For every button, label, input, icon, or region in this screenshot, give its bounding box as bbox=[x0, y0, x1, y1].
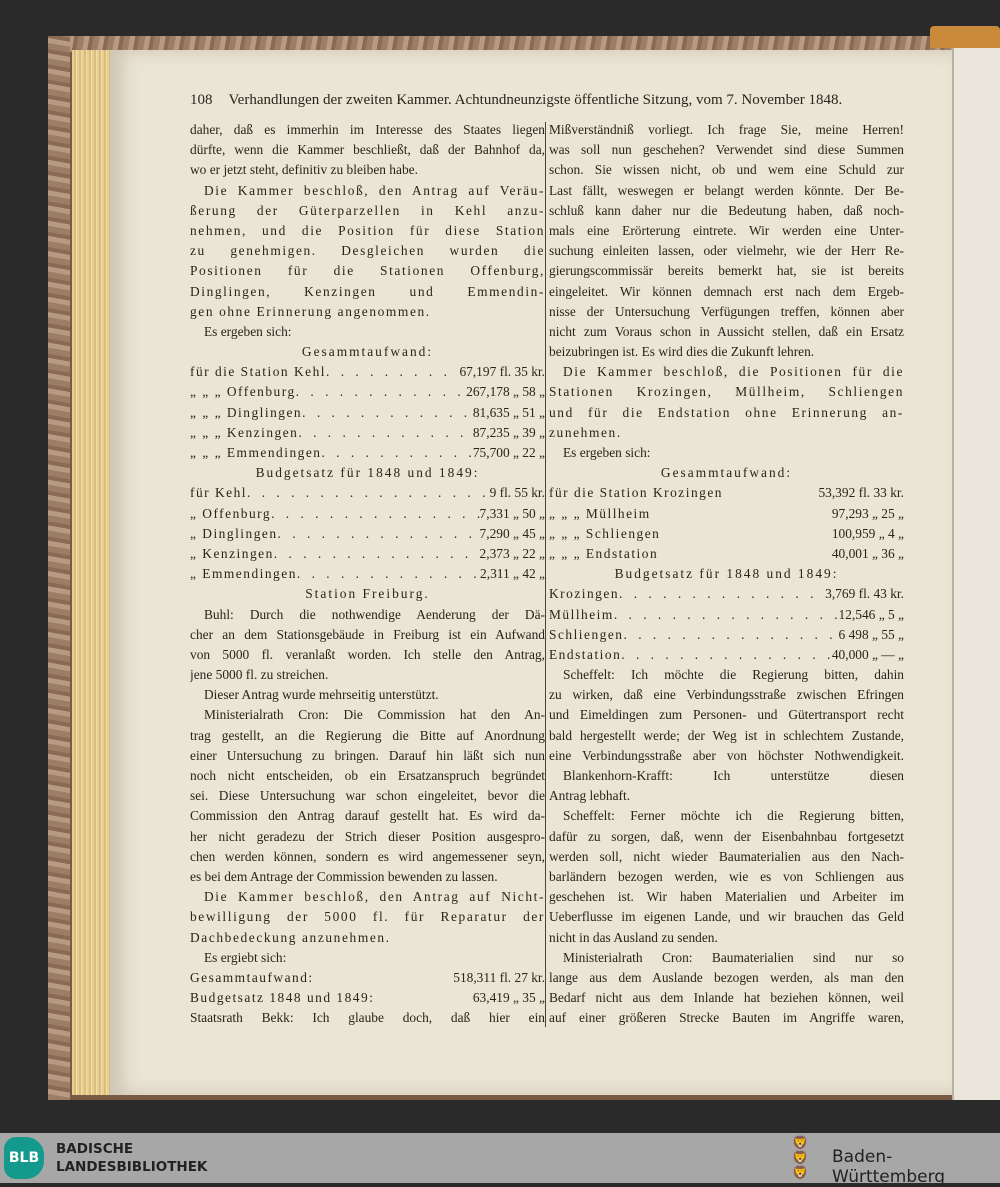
text-line: nehmen, und die Position für diese Station bbox=[190, 222, 545, 238]
text-line: nicht zum Voraus schon in Aussicht stellen, daß ein Ersatz bbox=[549, 323, 904, 339]
coat-of-arms-lions-icon: 🦁 🦁 🦁 bbox=[792, 1135, 809, 1180]
dot-leader bbox=[296, 382, 466, 402]
table-row bbox=[190, 382, 545, 402]
text-line: von 5000 fl. veranlaßt worden. Ich stelle den Antrag, bbox=[190, 646, 545, 662]
table-row bbox=[190, 564, 545, 584]
dot-leader bbox=[624, 625, 839, 645]
text-line: zu wirken, daß eine Verbindungsstraße zwischen Efringen bbox=[549, 687, 904, 703]
text-line: Scheffelt: Ich möchte die Regierung bitten, dahin bbox=[563, 667, 904, 683]
library-name-line1: BADISCHE bbox=[56, 1141, 134, 1157]
row-value: 3,769 fl. 43 kr. bbox=[825, 586, 904, 602]
dot-leader bbox=[374, 988, 472, 1008]
table-row bbox=[190, 443, 545, 463]
table-title: Gesammtaufwand: bbox=[301, 344, 434, 360]
blb-logo[interactable]: BLB bbox=[4, 1137, 44, 1179]
text-line: schon. Sie wissen nicht, ob und wem eine Schuld zur bbox=[549, 162, 904, 178]
table-title: Budgetsatz für 1848 und 1849: bbox=[614, 566, 839, 582]
text-line: Dachbedeckung anzunehmen. bbox=[190, 929, 391, 945]
row-label: „ Emmendingen bbox=[190, 566, 297, 582]
row-value: 75,700 „ 22 „ bbox=[472, 445, 545, 460]
table-row bbox=[190, 544, 545, 564]
text-line: werden soll, nicht wieder Baumaterialien aus den Nach- bbox=[549, 848, 904, 864]
text-line: eine Verbindungsstraße aber von höchster Nothwendigkeit. bbox=[549, 747, 904, 763]
text-line: Ministerialrath Cron: Die Commission hat den An- bbox=[204, 707, 545, 723]
text-line: lange aus dem Auslande bezogen werden, als man den bbox=[549, 969, 904, 985]
running-title: Verhandlungen der zweiten Kammer. Achtundneunzigste öffentliche Sitzung, vom 7. November 1848. bbox=[228, 92, 843, 108]
table-title: Budgetsatz für 1848 und 1849: bbox=[255, 465, 480, 481]
row-value: 100,959 „ 4 „ bbox=[831, 525, 904, 541]
text-line: Die Kammer beschloß, den Antrag auf Veräu- bbox=[204, 182, 545, 198]
table-row bbox=[549, 524, 904, 544]
text-line: es bei dem Antrage der Commission bewenden zu lassen. bbox=[190, 868, 498, 884]
row-label: für die Station Krozingen bbox=[549, 485, 723, 501]
row-label: „ Dinglingen bbox=[190, 525, 278, 541]
dot-leader bbox=[271, 504, 479, 524]
dot-leader bbox=[297, 564, 480, 584]
row-label: Budgetsatz 1848 und 1849: bbox=[190, 990, 375, 1006]
table-row bbox=[549, 504, 904, 524]
row-value: 40,000 „ — „ bbox=[831, 646, 904, 662]
text-line: Ministerialrath Cron: Baumaterialien sind nur so bbox=[563, 949, 904, 965]
text-line: Last fällt, weswegen er belangt werden könnte. Der Be- bbox=[549, 182, 904, 198]
row-label: Gesammtaufwand: bbox=[190, 969, 314, 985]
text-line: Es ergiebt sich: bbox=[204, 949, 287, 965]
row-value: 53,392 fl. 33 kr. bbox=[818, 485, 904, 501]
text-line: ßerung der Güterparzellen in Kehl anzu- bbox=[190, 202, 545, 218]
dot-leader bbox=[326, 362, 459, 382]
table-row bbox=[190, 483, 545, 503]
row-value: 81,635 „ 51 „ bbox=[472, 404, 545, 420]
text-line: Dinglingen, Kenzingen und Emmendin- bbox=[190, 283, 545, 299]
table-row bbox=[190, 968, 545, 988]
row-label: „ „ „ Offenburg bbox=[190, 384, 296, 400]
row-value: 87,235 „ 39 „ bbox=[472, 424, 545, 440]
text-line: chen werden können, sondern es wird angemessener seyn, bbox=[190, 848, 545, 864]
state-name[interactable]: Baden-Württemberg bbox=[832, 1147, 946, 1187]
dot-leader bbox=[321, 443, 472, 463]
text-line: zunehmen. bbox=[549, 424, 622, 440]
text-line: daher, daß es immerhin im Interesse des Staates liegen bbox=[190, 122, 545, 137]
text-line: und Eimeldingen zum Personen- und Gütertransport recht bbox=[549, 707, 904, 723]
text-line: mals eine Erörterung eintrete. Wir werden eine Unter- bbox=[549, 222, 904, 238]
page-number: 108 bbox=[190, 92, 213, 108]
table-row bbox=[190, 504, 545, 524]
row-label: Müllheim bbox=[549, 606, 614, 622]
text-line: noch nicht entscheiden, ob ein Ersatzanspruch begründet bbox=[190, 768, 545, 783]
dot-leader bbox=[298, 423, 472, 443]
text-line: auf einer größeren Strecke Bauten im Angriffe waren, bbox=[549, 1010, 904, 1026]
text-line: Commission den Antrag darauf gestellt hat. Es wird da- bbox=[190, 808, 545, 824]
text-line: barländern bezogen werden, wie es von Schliengen aus bbox=[549, 868, 904, 884]
text-line: schluß kann daher nur die Bedeutung haben, daß noch- bbox=[549, 202, 904, 218]
row-value: 12,546 „ 5 „ bbox=[838, 606, 904, 622]
column-divider bbox=[545, 122, 546, 1027]
left-column bbox=[190, 120, 545, 1028]
row-label: für die Station Kehl bbox=[190, 364, 326, 380]
table-row bbox=[190, 362, 545, 382]
running-header bbox=[190, 92, 880, 109]
row-value: 518,311 fl. 27 kr. bbox=[453, 969, 545, 985]
text-line: nicht in das Ausland zu senden. bbox=[549, 929, 718, 945]
row-value: 40,001 „ 36 „ bbox=[831, 545, 904, 561]
text-line: Buhl: Durch die nothwendige Aenderung der Dä- bbox=[204, 606, 545, 622]
table-row bbox=[190, 403, 545, 423]
row-label: „ Kenzingen bbox=[190, 545, 274, 561]
table-row bbox=[549, 544, 904, 564]
dot-leader bbox=[278, 524, 480, 544]
dot-leader bbox=[651, 504, 832, 524]
facing-page-edge bbox=[952, 48, 1000, 1100]
text-line: Staatsrath Bekk: Ich glaube doch, daß hier ein bbox=[190, 1010, 545, 1026]
section-title: Station Freiburg. bbox=[305, 586, 430, 602]
text-line: Es ergeben sich: bbox=[563, 445, 651, 460]
row-value: 6 498 „ 55 „ bbox=[838, 626, 904, 642]
row-value: 7,290 „ 45 „ bbox=[479, 525, 545, 541]
table-row bbox=[549, 605, 904, 625]
text-line: und für die Endstation ohne Erinnerung an- bbox=[549, 404, 904, 420]
row-value: 63,419 „ 35 „ bbox=[472, 990, 545, 1006]
text-line: Positionen für die Stationen Offenburg, bbox=[190, 263, 545, 279]
text-line: Ueberflusse im eigenen Lande, und wir brauchen das Geld bbox=[549, 909, 904, 925]
text-line: gen ohne Erinnerung angenommen. bbox=[190, 303, 431, 319]
table-row bbox=[190, 524, 545, 544]
row-label: Schliengen bbox=[549, 626, 624, 642]
row-label: „ „ „ Dinglingen bbox=[190, 404, 303, 420]
text-line: Scheffelt: Ferner möchte ich die Regierung bitten, bbox=[563, 808, 904, 824]
bookmark-tab bbox=[930, 26, 1000, 48]
table-row bbox=[549, 645, 904, 665]
text-line: geschehen ist. Wir haben Materialien und Arbeiter im bbox=[549, 889, 904, 905]
dot-leader bbox=[660, 524, 831, 544]
dot-leader bbox=[314, 968, 454, 988]
text-line: bewilligung der 5000 fl. für Reparatur der bbox=[190, 909, 545, 925]
row-label: „ „ „ Müllheim bbox=[549, 505, 651, 521]
table-row bbox=[190, 988, 545, 1008]
dot-leader bbox=[247, 483, 490, 503]
row-label: „ „ „ Emmendingen bbox=[190, 445, 322, 460]
row-label: „ „ „ Kenzingen bbox=[190, 424, 299, 440]
text-line: beizubringen ist. Es wird dies die Zukunft lehren. bbox=[549, 344, 815, 360]
text-line: her nicht geradezu der Strich dieser Position ausgespro- bbox=[190, 828, 545, 844]
table-row bbox=[549, 483, 904, 503]
text-line: Stationen Krozingen, Müllheim, Schliengen bbox=[549, 384, 904, 400]
text-line: nisse der Untersuchung Verfügungen treffen, können aber bbox=[549, 303, 904, 319]
row-value: 67,197 fl. 35 kr. bbox=[459, 364, 545, 380]
text-line: Blankenhorn-Krafft: Ich unterstütze diesen bbox=[563, 768, 904, 783]
row-value: 9 fl. 55 kr. bbox=[489, 485, 545, 501]
text-line: eingeleitet. Wir können demnach erst nach dem Ergeb- bbox=[549, 283, 904, 299]
text-line: jene 5000 fl. zu streichen. bbox=[190, 667, 329, 683]
text-line: was soll nun geschehen? Verwendet sind diese Summen bbox=[549, 142, 904, 158]
dot-leader bbox=[614, 605, 839, 625]
text-line: gierungscommissär bereits bemerkt hat, sie ist bereits bbox=[549, 263, 904, 279]
dot-leader bbox=[274, 544, 480, 564]
text-line: Die Kammer beschloß, den Antrag auf Nicht- bbox=[204, 889, 545, 905]
dot-leader bbox=[619, 584, 825, 604]
table-title: Gesammtaufwand: bbox=[660, 465, 793, 481]
table-row bbox=[190, 423, 545, 443]
dot-leader bbox=[621, 645, 832, 665]
footer-bar bbox=[0, 1133, 1000, 1187]
page-edges bbox=[72, 50, 112, 1095]
row-label: Krozingen bbox=[549, 586, 620, 602]
row-value: 7,331 „ 50 „ bbox=[479, 505, 545, 521]
text-line: trag gestellt, an die Regierung die Bitte auf Anordnung bbox=[190, 727, 545, 743]
library-name bbox=[56, 1140, 207, 1176]
text-line: suchung einleiten lassen, oder vielmehr, wie der Herr Re- bbox=[549, 243, 904, 259]
row-label: für Kehl bbox=[190, 485, 247, 501]
row-label: „ „ „ Endstation bbox=[549, 545, 659, 561]
row-value: 2,311 „ 42 „ bbox=[480, 566, 545, 582]
text-line: wo er jetzt steht, definitiv zu bleiben habe. bbox=[190, 162, 418, 178]
row-label: „ „ „ Schliengen bbox=[549, 525, 661, 541]
text-line: dafür zu sorgen, daß, wenn der Eisenbahnbau fortgesetzt bbox=[549, 828, 904, 844]
text-line: cher an dem Stationsgebäude in Freiburg ist ein Aufwand bbox=[190, 626, 545, 642]
right-column bbox=[549, 120, 904, 1028]
row-value: 2,373 „ 22 „ bbox=[479, 545, 545, 561]
dot-leader bbox=[658, 544, 832, 564]
row-label: Endstation bbox=[549, 646, 622, 662]
text-line: zu genehmigen. Desgleichen wurden die bbox=[190, 243, 545, 259]
text-line: Die Kammer beschloß, die Positionen für die bbox=[563, 364, 904, 380]
library-name-line2: LANDESBIBLIOTHEK bbox=[56, 1159, 208, 1175]
text-line: dürfte, wenn die Kammer beschließt, daß der Bahnhof da, bbox=[190, 142, 545, 158]
table-row bbox=[549, 625, 904, 645]
dot-leader bbox=[302, 403, 473, 423]
text-line: Antrag lebhaft. bbox=[549, 788, 631, 804]
text-line: einer Untersuchung zu bringen. Darauf hin läßt sich nun bbox=[190, 747, 545, 763]
text-line: bald hergestellt werde; der Weg ist in schlechtem Zustande, bbox=[549, 727, 904, 743]
marbled-edge-left bbox=[48, 36, 70, 1100]
text-line: Bedarf nicht aus dem Inlande hat beziehen können, weil bbox=[549, 990, 904, 1006]
text-line: Mißverständniß vorliegt. Ich frage Sie, meine Herren! bbox=[549, 122, 904, 137]
table-row bbox=[549, 584, 904, 604]
text-line: Dieser Antrag wurde mehrseitig unterstützt. bbox=[204, 687, 439, 703]
dot-leader bbox=[723, 483, 818, 503]
text-line: sei. Diese Untersuchung war schon eingeleitet, bevor die bbox=[190, 788, 545, 804]
row-value: 97,293 „ 25 „ bbox=[831, 505, 904, 521]
row-value: 267,178 „ 58 „ bbox=[466, 384, 545, 400]
text-line: Es ergeben sich: bbox=[204, 323, 292, 339]
row-label: „ Offenburg bbox=[190, 505, 272, 521]
